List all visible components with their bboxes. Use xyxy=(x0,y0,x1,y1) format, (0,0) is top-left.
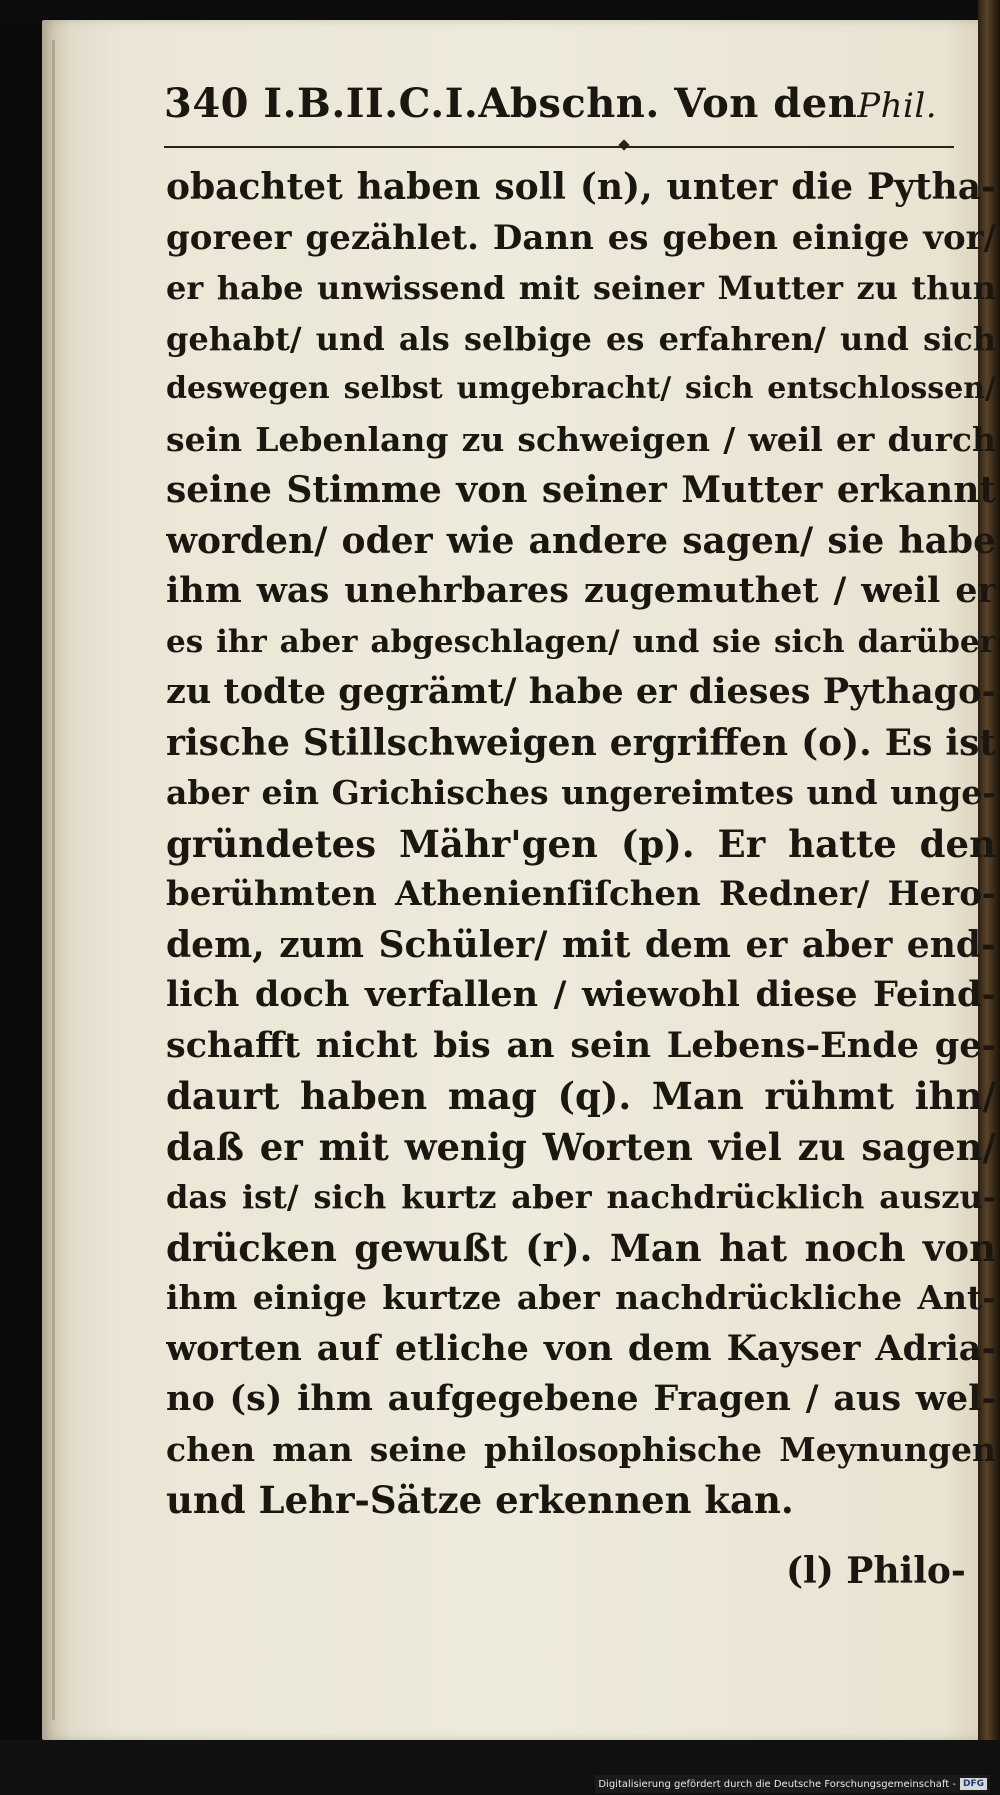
text-line: lich doch verfallen / wiewohl diese Feind- xyxy=(166,974,996,1015)
text-line: drücken gewußt (r). Man hat noch von xyxy=(166,1225,996,1270)
text-line: goreer gezählet. Dann es geben einige vor/ xyxy=(166,217,996,258)
page-gutter xyxy=(52,40,55,1720)
scan-top-border xyxy=(0,0,1000,18)
digitization-credit xyxy=(595,1775,990,1793)
text-line: aber ein Grichisches ungereimtes und unge- xyxy=(166,773,996,812)
text-line: chen man seine philosophische Meynungen xyxy=(166,1429,996,1469)
text-line: deswegen selbst umgebracht/ sich entschlossen/ xyxy=(166,371,996,406)
text-line: ihm was unehrbares zugemuthet / weil er xyxy=(166,570,996,611)
running-header-main: 340 I.B.II.C.I.Abschn. Von den xyxy=(164,80,858,127)
text-line: rische Stillschweigen ergriffen (o). Es ist xyxy=(166,721,996,764)
text-line: gründetes Mähr'gen (p). Er hatte den xyxy=(166,821,996,866)
running-header xyxy=(164,80,964,140)
text-line: er habe unwissend mit seiner Mutter zu thun xyxy=(166,269,996,307)
text-line: das ist/ sich kurtz aber nachdrücklich auszu- xyxy=(166,1178,996,1216)
text-line: berühmten Athenienſiſchen Redner/ Hero- xyxy=(166,874,996,914)
body-text xyxy=(166,162,996,1526)
text-line: es ihr aber abgeschlagen/ und sie sich darüber xyxy=(166,623,996,660)
text-line: zu todte gegrämt/ habe er dieses Pythago- xyxy=(166,671,996,712)
dfg-logo: DFG xyxy=(960,1778,987,1790)
text-line: dem, zum Schüler/ mit dem er aber end- xyxy=(166,923,996,966)
text-line: und Lehr-Sätze erkennen kan. xyxy=(166,1478,794,1522)
credit-text: Digitalisierung gefördert durch die Deutsche Forschungsgemeinschaft - xyxy=(598,1778,956,1790)
text-line: no (s) ihm aufgegebene Fragen / aus wel- xyxy=(166,1378,996,1419)
text-line: worten auf etliche von dem Kayser Adria- xyxy=(166,1327,996,1369)
text-line: seine Stimme von seiner Mutter erkannt xyxy=(166,469,996,511)
text-line: sein Lebenlang zu schweigen / weil er durch xyxy=(166,419,996,459)
text-line: gehabt/ und als selbige es erfahren/ und sich xyxy=(166,319,996,358)
text-line: ihm einige kurtze aber nachdrückliche Ant- xyxy=(166,1278,996,1317)
text-line: schafft nicht bis an sein Lebens-Ende ge- xyxy=(166,1024,996,1066)
text-line: worden/ oder wie andere sagen/ sie habe xyxy=(166,519,996,562)
text-line: daß er mit wenig Worten viel zu sagen/ xyxy=(166,1124,996,1169)
text-line: daurt haben mag (q). Man rühmt ihn/ xyxy=(166,1074,996,1118)
footnote-catchword: (l) Philo- xyxy=(786,1550,966,1592)
running-header-italic: Phil. xyxy=(857,86,938,126)
header-rule xyxy=(164,146,954,148)
text-line: obachtet haben soll (n), unter die Pytha- xyxy=(166,166,996,208)
